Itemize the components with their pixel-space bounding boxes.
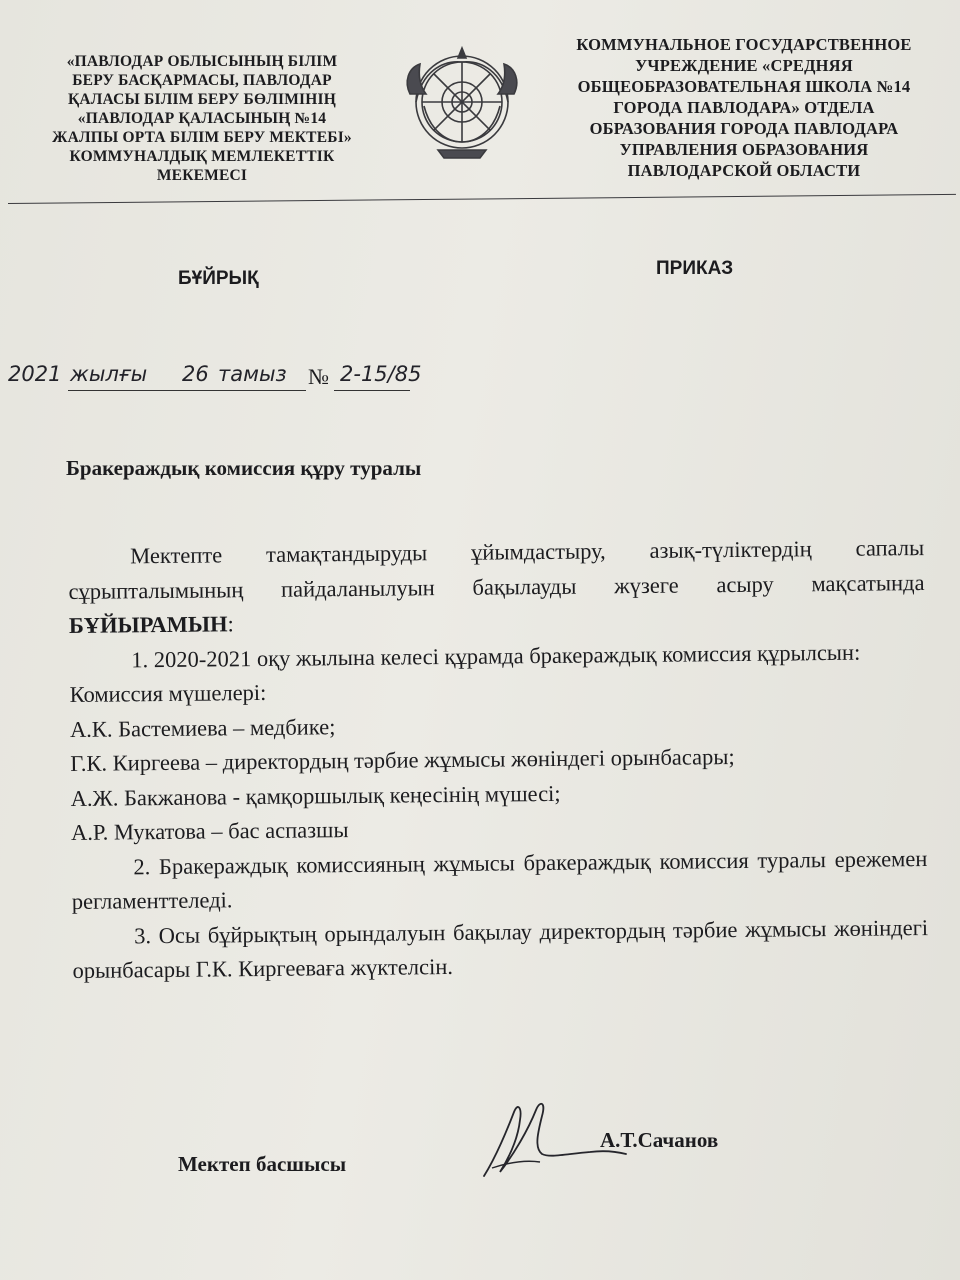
header-right-line: ОБЩЕОБРАЗОВАТЕЛЬНАЯ ШКОЛА №14 [577,77,911,96]
kazakhstan-state-emblem-icon [402,42,522,162]
members-label: Комиссия мүшелері: [69,679,267,707]
header-right-line: ГОРОДА ПАВЛОДАРА» ОТДЕЛА [613,98,875,117]
member-item: А.Р. Мукатова – бас аспазшы [70,817,349,845]
signatory-name: А.Т.Сачанов [600,1128,719,1152]
header-right-line: УПРАВЛЕНИЯ ОБРАЗОВАНИЯ [619,140,869,159]
order-date-number-line [8,362,448,396]
document-body [68,531,929,988]
order-label-russian: ПРИКАЗ [656,258,734,279]
intro-text: Мектепте тамақтандыруды ұйымдастыру, азық-түліктердің сапалы сұрыпталымының пайдаланылуын бақылауды жүзеге асыру мақсатында [68,535,925,604]
header-right-line: КОММУНАЛЬНОЕ ГОСУДАРСТВЕННОЕ [576,35,912,54]
member-item: А.К. Бастемиева – медбике; [69,713,336,742]
header-right-line: ОБРАЗОВАНИЯ ГОРОДА ПАВЛОДАРА [589,119,899,138]
header-divider [8,194,956,204]
header-left-line: «ПАВЛОДАР ҚАЛАСЫНЫҢ №14 [77,110,327,127]
document-title: Бракераждық комиссия құру туралы [66,456,422,480]
header-kazakh-institution [10,52,394,185]
member-item: Г.К. Киргеева – директордың тәрбие жұмысы жөніндегі орынбасары; [70,744,735,776]
member-item: А.Ж. Бакжанова - қамқоршылық кеңесінің мүшесі; [70,780,561,811]
item-3: 3. Осы бұйрықтың орындалуын бақылау директордың тәрбие жұмысы жөніндегі орынбасары Г.К. Киргееваға жүктелсін. [72,914,929,983]
header-right-line: ПАВЛОДАРСКОЙ ОБЛАСТИ [627,161,861,180]
date-year-word: жылғы [70,362,148,386]
order-number: 2-15/85 [340,362,422,386]
header-left-line: «ПАВЛОДАР ОБЛЫСЫНЫҢ БІЛІМ [66,53,338,70]
number-sign: № [308,364,329,389]
date-day: 26 [182,362,209,386]
header-right-line: УЧРЕЖДЕНИЕ «СРЕДНЯЯ [635,56,853,75]
signatory-title: Мектеп басшысы [178,1152,347,1176]
order-colon: : [227,611,234,637]
order-label-kazakh: БҰЙРЫҚ [178,268,259,289]
header-left-line: МЕКЕМЕСІ [156,167,248,184]
date-month: тамыз [218,362,287,386]
order-word: БҰЙЫРАМЫН [68,611,228,638]
item-1: 1. 2020-2021 оқу жылына келесі құрамда бракераждық комиссия құрылсын: [131,639,861,672]
date-underline [68,390,306,391]
item-2: 2. Бракераждық комиссияның жұмысы бракераждық комиссия туралы ережемен регламенттеледі. [71,845,928,914]
header-left-line: ЖАЛПЫ ОРТА БІЛІМ БЕРУ МЕКТЕБІ» [52,129,352,146]
header-left-line: ҚАЛАСЫ БІЛІМ БЕРУ БӨЛІМІНІҢ [67,91,337,108]
intro-paragraph [68,531,925,643]
header-russian-institution [548,34,940,181]
date-year: 2021 [8,362,62,386]
header-left-line: БЕРУ БАСҚАРМАСЫ, ПАВЛОДАР [72,72,332,89]
number-underline [334,390,410,391]
header-left-line: КОММУНАЛДЫҚ МЕМЛЕКЕТТІК [69,148,335,165]
